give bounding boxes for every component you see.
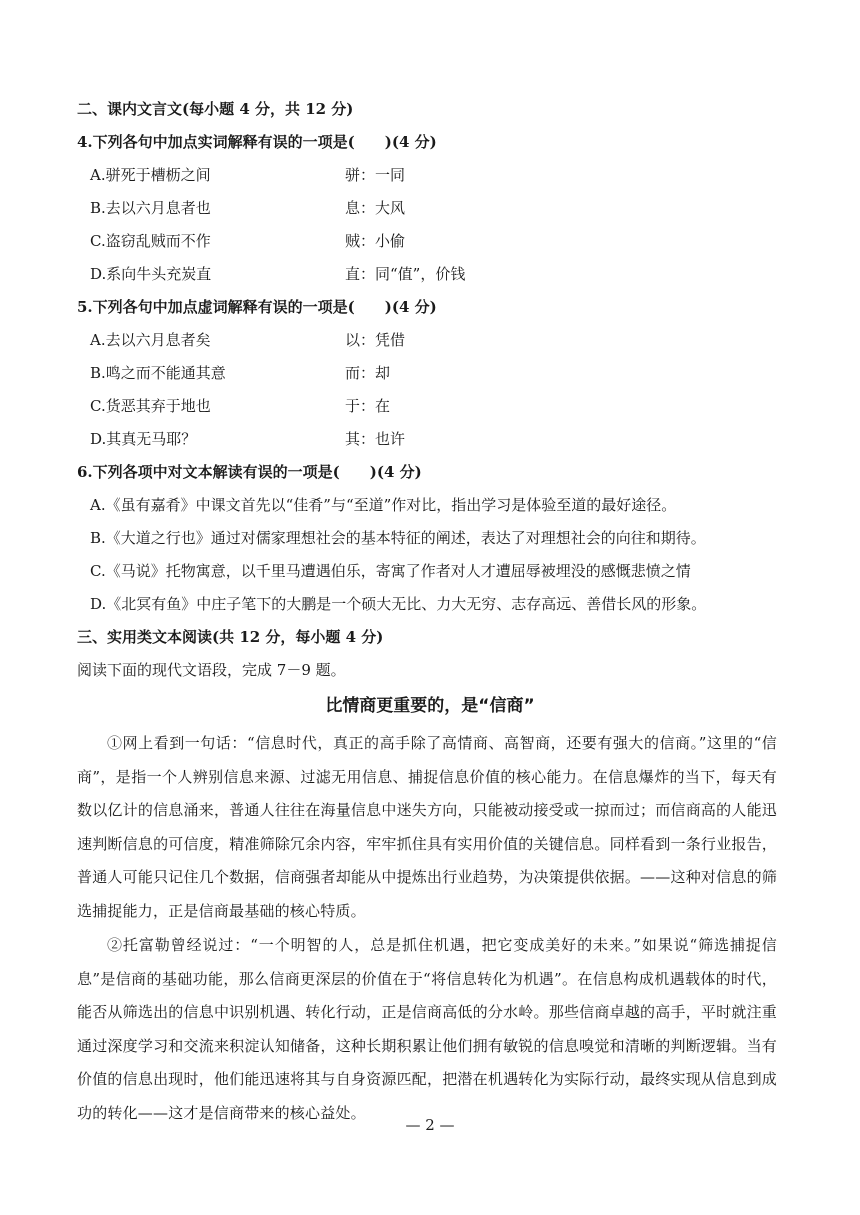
q6-option-b: B.《大道之行也》通过对儒家理想社会的基本特征的阐述，表达了对理想社会的向往和期待。	[90, 529, 706, 547]
q4-gloss-b: 息：大风	[345, 199, 406, 217]
q4-option-b: B.去以六月息者也	[90, 199, 211, 217]
q5-stem: 5.下列各句中加点虚词解释有误的一项是( )(4 分)	[77, 298, 437, 316]
q5-gloss-b: 而：却	[345, 364, 391, 382]
q4-option-a: A.骈死于槽枥之间	[90, 166, 211, 184]
q5-gloss-d: 其：也许	[345, 430, 406, 448]
q4-gloss-a: 骈：一同	[345, 166, 406, 184]
section3-heading: 三、实用类文本阅读(共 12 分，每小题 4 分)	[77, 628, 384, 646]
q4-option-d: D.系向牛头充炭直	[90, 265, 212, 283]
q5-option-a: A.去以六月息者矣	[90, 331, 211, 349]
q6-option-a: A.《虽有嘉肴》中课文首先以“佳肴”与“至道”作对比，指出学习是体验至道的最好途径。	[90, 496, 677, 514]
q5-option-d: D.其真无马耶？	[90, 430, 197, 448]
q4-option-c: C.盗窃乱贼而不作	[90, 232, 211, 250]
q4-gloss-c: 贼：小偷	[345, 232, 406, 250]
q5-gloss-a: 以：凭借	[345, 331, 406, 349]
q6-stem: 6.下列各项中对文本解读有误的一项是( )(4 分)	[77, 463, 422, 481]
q4-gloss-d: 直：同“值”，价钱	[345, 265, 466, 283]
q5-option-c: C.货恶其弃于地也	[90, 397, 211, 415]
q4-stem: 4.下列各句中加点实词解释有误的一项是( )(4 分)	[77, 133, 437, 151]
section3-instruction: 阅读下面的现代文语段，完成 7－9 题。	[77, 661, 346, 679]
article-title: 比情商更重要的，是“信商”	[325, 696, 535, 716]
article-paragraph-2: ②托富勒曾经说过：“一个明智的人，总是抓住机遇，把它变成美好的未来。”如果说“筛选捕捉信息”是信商的基础功能，那么信商更深层的价值在于“将信息转化为机遇”。在信息构成机遇载体的时代，能否从筛选出的信息中识别机遇、转化行动，正是信商高低的分水岭。那些信商卓越的高手，平时就注重通过深度学习和交流来积淀认知储备，这种长期积累让他们拥有敏锐的信息嗅觉和清晰的判断逻辑。当有价值的信息出现时，他们能迅速将其与自身资源匹配，把潜在机遇转化为实际行动，最终实现从信息到成功的转化——这才是信商带来的核心益处。	[77, 936, 777, 1122]
q6-option-c: C.《马说》托物寓意，以千里马遭遇伯乐，寄寓了作者对人才遭屈辱被埋没的感慨悲愤之情	[90, 562, 691, 580]
q6-option-d: D.《北冥有鱼》中庄子笔下的大鹏是一个硕大无比、力大无穷、志存高远、善借长风的形象。	[90, 595, 707, 613]
q5-gloss-c: 于：在	[345, 397, 391, 415]
article-paragraph-1: ①网上看到一句话：“信息时代，真正的高手除了高情商、高智商，还要有强大的信商。”这里的“信商”，是指一个人辨别信息来源、过滤无用信息、捕捉信息价值的核心能力。在信息爆炸的当下，每天有数以亿计的信息涌来，普通人往往在海量信息中迷失方向，只能被动接受或一掠而过；而信商高的人能迅速判断信息的可信度，精准筛除冗余内容，牢牢抓住具有实用价值的关键信息。同样看到一条行业报告，普通人可能只记住几个数据，信商强者却能从中提炼出行业趋势，为决策提供依据。——这种对信息的筛选捕捉能力，正是信商最基础的核心特质。	[77, 734, 777, 920]
page-number: — 2 —	[405, 1116, 455, 1134]
section2-heading: 二、课内文言文(每小题 4 分，共 12 分)	[77, 100, 354, 118]
q5-option-b: B.鸣之而不能通其意	[90, 364, 226, 382]
